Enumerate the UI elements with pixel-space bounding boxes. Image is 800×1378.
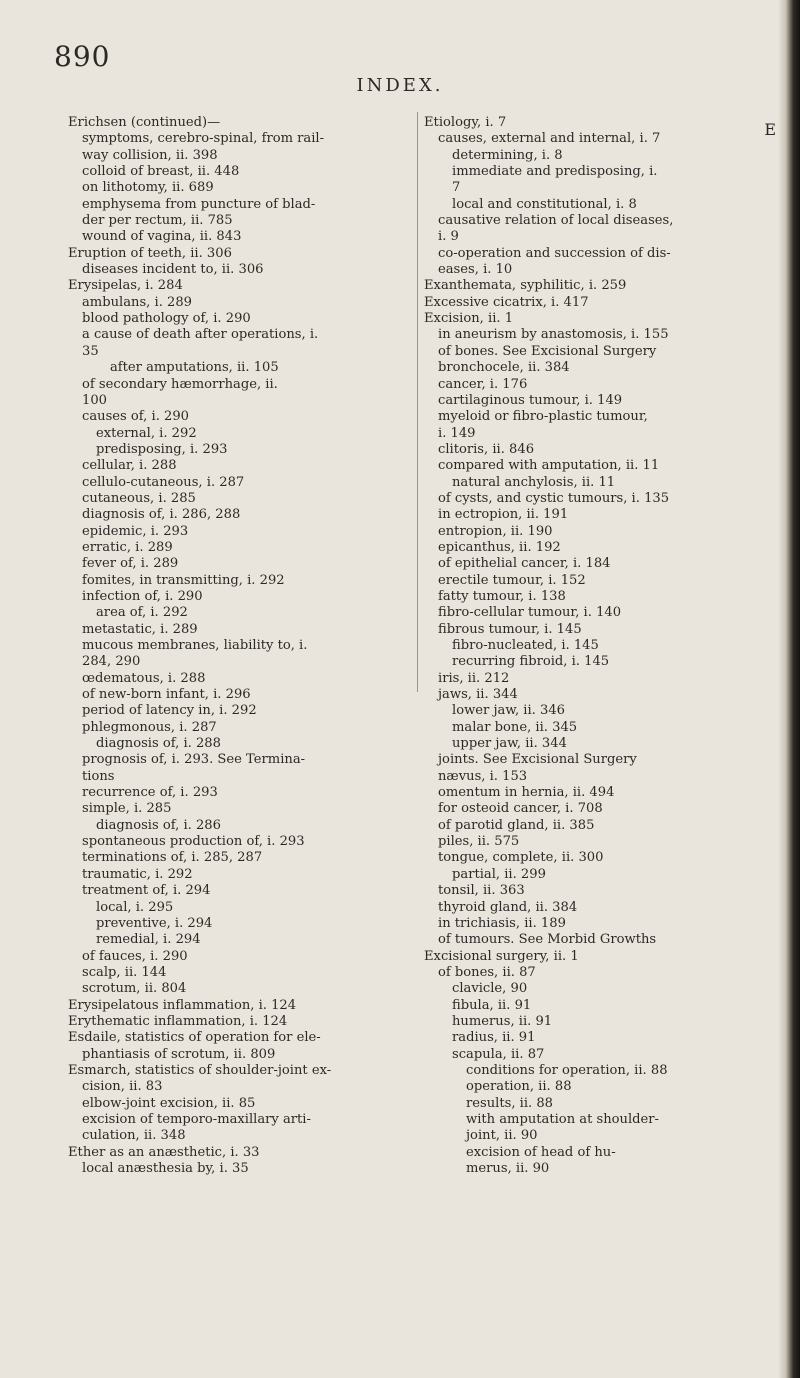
- index-entry: tions: [82, 768, 115, 784]
- index-entry: merus, ii. 90: [466, 1161, 550, 1176]
- index-entry: simple, i. 285: [82, 801, 172, 817]
- index-entry: Exanthemata, syphilitic, i. 259: [424, 278, 627, 294]
- index-entry: clitoris, ii. 846: [438, 441, 535, 457]
- index-entry: epicanthus, ii. 192: [438, 539, 561, 555]
- index-entry: causes, external and internal, i. 7: [438, 131, 661, 147]
- index-entry: clavicle, 90: [452, 981, 528, 997]
- index-entry: results, ii. 88: [466, 1095, 554, 1111]
- index-entry: erratic, i. 289: [82, 539, 173, 555]
- index-entry: operation, ii. 88: [466, 1079, 572, 1095]
- index-entry: local, i. 295: [96, 899, 174, 915]
- index-entry: with amputation at shoulder-: [466, 1111, 659, 1127]
- index-entry: traumatic, i. 292: [82, 866, 193, 882]
- index-entry: i. 9: [438, 229, 459, 245]
- index-entry: metastatic, i. 289: [82, 621, 198, 637]
- index-entry: in ectropion, ii. 191: [438, 507, 569, 523]
- index-entry: entropion, ii. 190: [438, 523, 553, 539]
- index-entry: cancer, i. 176: [438, 376, 528, 392]
- index-entry: culation, ii. 348: [82, 1128, 186, 1144]
- index-entry: colloid of breast, ii. 448: [82, 164, 240, 180]
- right-column: [424, 115, 764, 1177]
- index-entry: causative relation of local diseases,: [438, 213, 674, 229]
- index-entry: humerus, ii. 91: [452, 1013, 553, 1029]
- index-entry: fibro-cellular tumour, i. 140: [438, 605, 622, 621]
- index-entry: of new-born infant, i. 296: [82, 687, 251, 703]
- index-entry: causes of, i. 290: [82, 409, 190, 425]
- index-entry: Erythematic inflammation, i. 124: [68, 1013, 288, 1029]
- index-entry: partial, ii. 299: [452, 866, 546, 882]
- index-entry: excision of head of hu-: [466, 1144, 616, 1160]
- index-entry: i. 149: [438, 425, 476, 441]
- index-entry: treatment of, i. 294: [82, 883, 211, 899]
- index-entry: Erichsen (continued)—: [68, 115, 221, 130]
- index-entry: Erysipelas, i. 284: [68, 278, 183, 294]
- index-entry: symptoms, cerebro-spinal, from rail-: [82, 131, 325, 147]
- index-entry: malar bone, ii. 345: [452, 719, 578, 735]
- index-entry: mucous membranes, liability to, i.: [82, 638, 308, 653]
- index-entry: of bones, ii. 87: [438, 964, 536, 980]
- index-entry: Excision, ii. 1: [424, 311, 514, 327]
- index-entry: phlegmonous, i. 287: [82, 719, 217, 735]
- page-number: 890: [54, 40, 111, 73]
- index-entry: 284, 290: [82, 654, 141, 670]
- index-entry: epidemic, i. 293: [82, 523, 189, 539]
- index-entry: myeloid or fibro-plastic tumour,: [438, 409, 648, 425]
- index-entry: tongue, complete, ii. 300: [438, 850, 604, 866]
- index-entry: local anæsthesia by, i. 35: [82, 1161, 249, 1176]
- index-entry: remedial, i. 294: [96, 932, 201, 948]
- index-entry: infection of, i. 290: [82, 588, 203, 604]
- index-entry: jaws, ii. 344: [438, 687, 518, 703]
- index-entry: scalp, ii. 144: [82, 964, 167, 980]
- index-entry: scapula, ii. 87: [452, 1046, 545, 1062]
- index-entry: preventive, i. 294: [96, 915, 213, 931]
- index-entry: nævus, i. 153: [438, 768, 528, 784]
- index-entry: immediate and predisposing, i.: [452, 164, 658, 180]
- index-entry: recurring fibroid, i. 145: [452, 654, 610, 670]
- index-entry: blood pathology of, i. 290: [82, 311, 251, 327]
- index-entry: in trichiasis, ii. 189: [438, 915, 566, 931]
- index-entry: external, i. 292: [96, 425, 197, 441]
- index-entry: fibro-nucleated, i. 145: [452, 638, 599, 653]
- running-head: INDEX.: [356, 75, 444, 96]
- index-entry: Excisional surgery, ii. 1: [424, 948, 579, 964]
- index-entry: of tumours. See Morbid Growths: [438, 932, 657, 948]
- index-entry: Excessive cicatrix, i. 417: [424, 294, 589, 310]
- index-entry: on lithotomy, ii. 689: [82, 180, 214, 196]
- index-entry: Ether as an anæsthetic, i. 33: [68, 1144, 260, 1160]
- index-entry: way collision, ii. 398: [82, 147, 218, 163]
- index-entry: compared with amputation, ii. 11: [438, 458, 660, 474]
- index-entry: terminations of, i. 285, 287: [82, 850, 263, 866]
- index-entry: local and constitutional, i. 8: [452, 196, 637, 212]
- index-entry: recurrence of, i. 293: [82, 785, 218, 801]
- index-entry: determining, i. 8: [452, 147, 563, 163]
- index-entry: elbow-joint excision, ii. 85: [82, 1095, 256, 1111]
- index-entry: omentum in hernia, ii. 494: [438, 785, 615, 801]
- index-entry: piles, ii. 575: [438, 834, 520, 850]
- index-entry: erectile tumour, i. 152: [438, 572, 586, 588]
- index-entry: prognosis of, i. 293. See Termina-: [82, 752, 306, 768]
- index-entry: fibula, ii. 91: [452, 997, 532, 1013]
- index-entry: cellulo-cutaneous, i. 287: [82, 474, 245, 490]
- index-entry: diagnosis of, i. 286: [96, 817, 221, 833]
- index-entry: in aneurism by anastomosis, i. 155: [438, 327, 669, 343]
- index-entry: der per rectum, ii. 785: [82, 213, 233, 229]
- index-entry: natural anchylosis, ii. 11: [452, 474, 616, 490]
- index-entry: of secondary hæmorrhage, ii.: [82, 376, 278, 392]
- index-entry: eases, i. 10: [438, 262, 513, 278]
- index-entry: 35: [82, 343, 99, 359]
- index-entry: Esdaile, statistics of operation for ele-: [68, 1030, 321, 1046]
- index-entry: of epithelial cancer, i. 184: [438, 556, 611, 572]
- index-entry: fomites, in transmitting, i. 292: [82, 572, 285, 588]
- index-entry: radius, ii. 91: [452, 1030, 536, 1046]
- index-entry: joints. See Excisional Surgery: [438, 752, 637, 768]
- index-entry: Erysipelatous inflammation, i. 124: [68, 997, 297, 1013]
- index-entry: diagnosis of, i. 288: [96, 736, 221, 752]
- index-entry: Etiology, i. 7: [424, 115, 507, 130]
- index-entry: joint, ii. 90: [466, 1128, 538, 1144]
- index-entry: cutaneous, i. 285: [82, 490, 196, 506]
- index-entry: ambulans, i. 289: [82, 294, 193, 310]
- index-entry: of parotid gland, ii. 385: [438, 817, 595, 833]
- index-entry: of fauces, i. 290: [82, 948, 188, 964]
- index-entry: fatty tumour, i. 138: [438, 588, 566, 604]
- index-entry: cartilaginous tumour, i. 149: [438, 392, 623, 408]
- index-entry: tonsil, ii. 363: [438, 883, 525, 899]
- index-entry: conditions for operation, ii. 88: [466, 1062, 668, 1078]
- index-entry: of bones. See Excisional Surgery: [438, 343, 657, 359]
- index-entry: scrotum, ii. 804: [82, 981, 187, 997]
- index-entry: after amputations, ii. 105: [110, 360, 279, 376]
- index-entry: lower jaw, ii. 346: [452, 703, 565, 719]
- index-entry: period of latency in, i. 292: [82, 703, 257, 719]
- index-entry: phantiasis of scrotum, ii. 809: [82, 1046, 276, 1062]
- index-entry: excision of temporo-maxillary arti-: [82, 1111, 311, 1127]
- left-column: [68, 115, 418, 1177]
- index-entry: predisposing, i. 293: [96, 441, 228, 457]
- index-entry: cision, ii. 83: [82, 1079, 163, 1095]
- index-entry: cellular, i. 288: [82, 458, 177, 474]
- index-entry: for osteoid cancer, i. 708: [438, 801, 603, 817]
- index-entry: diseases incident to, ii. 306: [82, 262, 264, 278]
- index-entry: fibrous tumour, i. 145: [438, 621, 582, 637]
- index-entry: a cause of death after operations, i.: [82, 327, 319, 343]
- page-edge-shadow: [778, 0, 800, 1378]
- index-entry: upper jaw, ii. 344: [452, 736, 567, 752]
- index-entry: 7: [452, 180, 461, 196]
- index-entry: 100: [82, 392, 107, 408]
- edge-letter: E: [764, 120, 776, 139]
- index-entry: fever of, i. 289: [82, 556, 179, 572]
- index-entry: spontaneous production of, i. 293: [82, 834, 305, 850]
- index-entry: thyroid gland, ii. 384: [438, 899, 578, 915]
- index-entry: œdematous, i. 288: [82, 670, 206, 686]
- index-entry: wound of vagina, ii. 843: [82, 229, 242, 245]
- index-entry: co-operation and succession of dis-: [438, 245, 671, 261]
- index-entry: Eruption of teeth, ii. 306: [68, 245, 232, 261]
- index-entry: iris, ii. 212: [438, 670, 510, 686]
- index-entry: of cysts, and cystic tumours, i. 135: [438, 490, 670, 506]
- index-entry: bronchocele, ii. 384: [438, 360, 570, 376]
- index-entry: diagnosis of, i. 286, 288: [82, 507, 241, 523]
- index-entry: emphysema from puncture of blad-: [82, 196, 316, 212]
- index-entry: area of, i. 292: [96, 605, 188, 621]
- index-entry: Esmarch, statistics of shoulder-joint ex-: [68, 1062, 332, 1078]
